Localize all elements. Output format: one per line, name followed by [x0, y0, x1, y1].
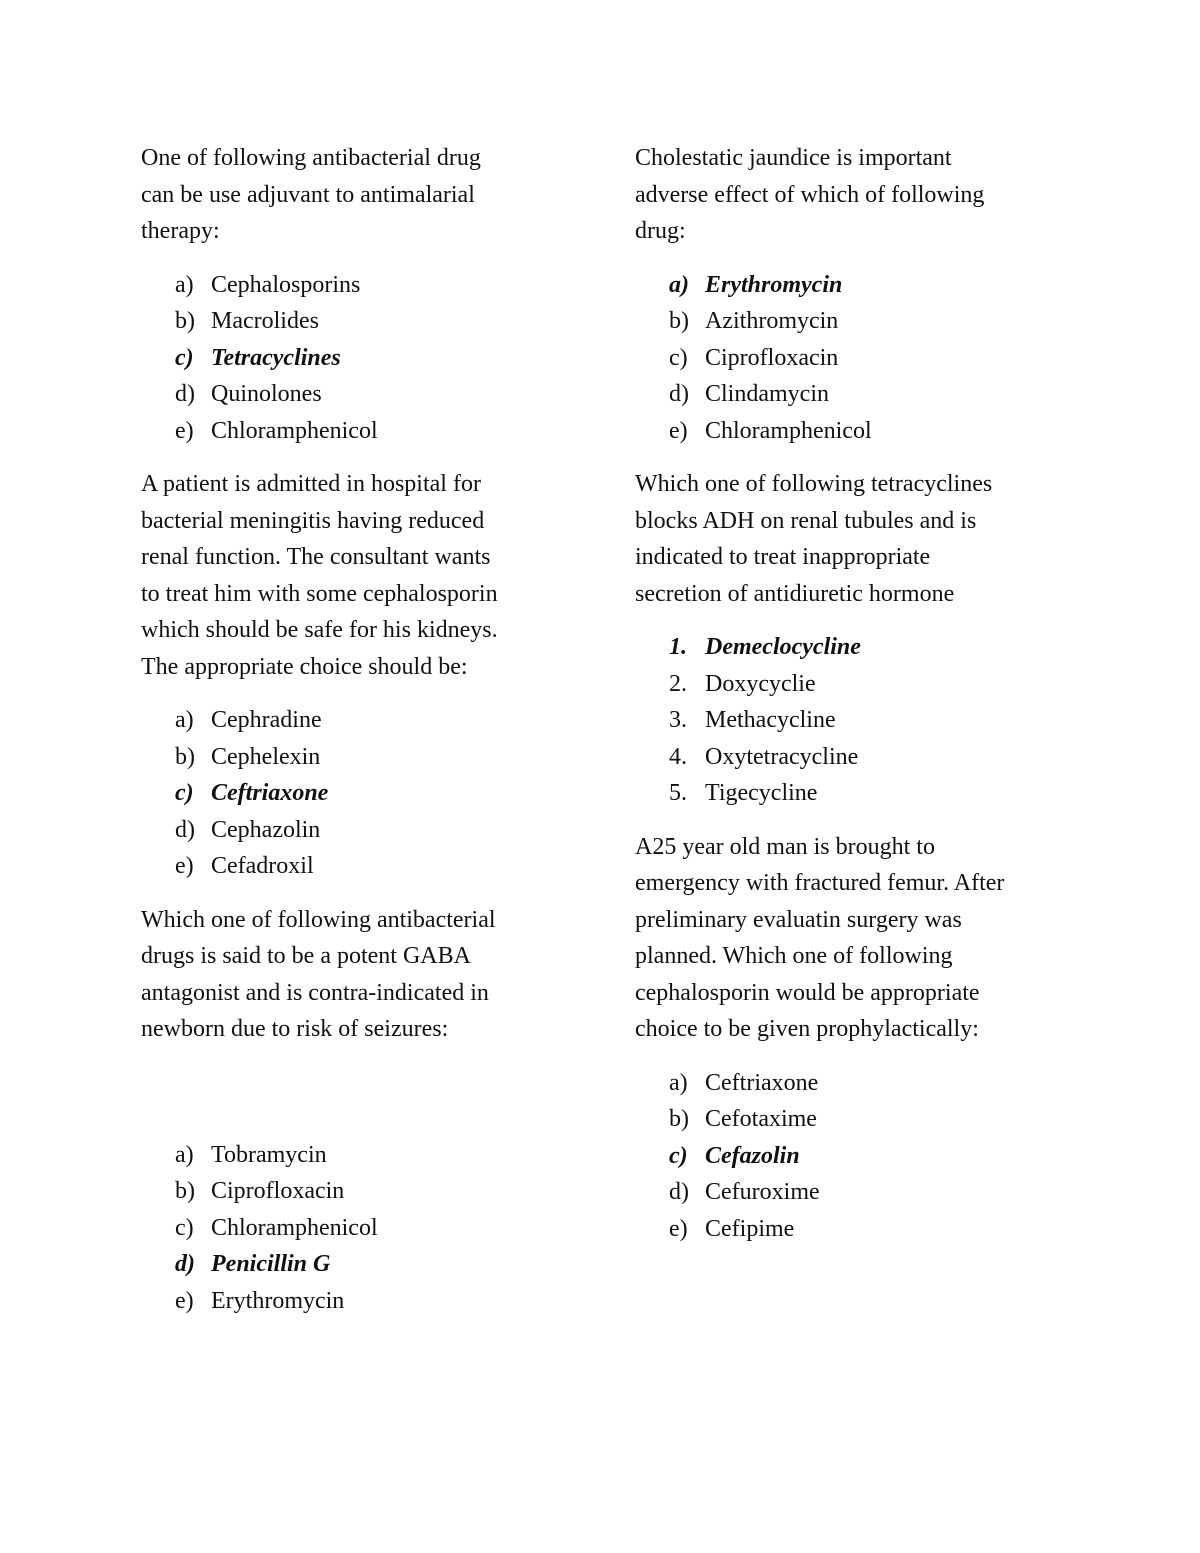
option-item [141, 1173, 581, 1210]
option-text: Ciprofloxacin [705, 344, 839, 371]
option-item-correct [141, 775, 581, 812]
question-text: Which one of following tetracyclines blocks ADH on renal tubules and is indicated to treat inappropriate secretion of antidiuretic hormone [635, 471, 993, 607]
right-column [635, 140, 1075, 1264]
option-item [141, 303, 581, 340]
option-list [635, 267, 1075, 450]
option-text: Clindamycin [705, 381, 829, 407]
option-text: Chloramphenicol [211, 417, 378, 444]
option-key: e) [175, 1287, 194, 1314]
option-text: Tetracyclines [211, 344, 341, 371]
option-key: 3. [669, 707, 687, 733]
option-item [141, 812, 581, 849]
option-key: e) [669, 1215, 688, 1242]
option-text: Tobramycin [211, 1141, 327, 1168]
option-list [141, 702, 581, 885]
option-item [141, 267, 581, 304]
option-key: d) [669, 1179, 689, 1205]
option-text: Cefipime [705, 1215, 795, 1242]
option-key: a) [669, 1069, 688, 1096]
option-item-correct [635, 267, 1075, 304]
option-item [635, 340, 1075, 377]
option-item [141, 702, 581, 739]
option-key: e) [669, 417, 688, 444]
option-text: Ceftriaxone [211, 780, 329, 806]
option-text: Demeclocycline [705, 634, 861, 660]
option-text: Chloramphenicol [705, 417, 872, 444]
option-item [141, 1283, 581, 1320]
option-item [635, 739, 1075, 776]
option-key: 1. [669, 634, 687, 660]
option-key: 4. [669, 743, 687, 770]
option-key: d) [175, 381, 195, 407]
option-key: a) [175, 1141, 194, 1168]
option-text: Erythromycin [211, 1287, 345, 1314]
option-key: c) [175, 780, 194, 806]
option-text: Ceftriaxone [705, 1069, 819, 1096]
option-list [635, 629, 1075, 812]
blank-gap [141, 1048, 581, 1120]
option-text: Cefazolin [705, 1142, 800, 1169]
option-item-correct [635, 1138, 1075, 1175]
option-text: Oxytetracycline [705, 743, 859, 770]
option-text: Cefotaxime [705, 1106, 817, 1132]
option-item [635, 1065, 1075, 1102]
option-text: Ciprofloxacin [211, 1178, 345, 1204]
option-item [635, 775, 1075, 812]
question-text: Which one of following antibacterial drugs is said to be a potent GABA antagonist and is contra-indicated in newborn due to risk of seizures: [141, 906, 496, 1042]
option-item [635, 1101, 1075, 1138]
option-key: d) [175, 1251, 195, 1277]
question-text: One of following antibacterial drug can be use adjuvant to antimalarial therapy: [141, 145, 481, 244]
option-key: e) [175, 417, 194, 444]
option-text: Cefuroxime [705, 1179, 820, 1205]
option-key: b) [175, 743, 195, 770]
option-key: c) [669, 1142, 688, 1169]
option-item [635, 376, 1075, 413]
option-text: Erythromycin [705, 271, 843, 298]
option-item [141, 376, 581, 413]
option-text: Methacycline [705, 707, 836, 733]
option-item [635, 1211, 1075, 1248]
option-item [141, 739, 581, 776]
option-text: Cephradine [211, 707, 322, 733]
option-item-correct [141, 1246, 581, 1283]
option-key: c) [175, 344, 194, 371]
option-item [635, 413, 1075, 450]
option-item [635, 702, 1075, 739]
option-text: Cephelexin [211, 743, 321, 770]
option-key: 5. [669, 780, 687, 806]
option-key: b) [669, 1106, 689, 1132]
option-key: e) [175, 853, 194, 879]
option-item-correct [635, 629, 1075, 666]
option-item [635, 666, 1075, 703]
option-key: 2. [669, 670, 687, 697]
option-text: Cephalosporins [211, 271, 361, 298]
option-text: Cephazolin [211, 816, 321, 843]
option-key: d) [669, 381, 689, 407]
option-key: a) [175, 707, 194, 733]
option-text: Cefadroxil [211, 853, 314, 879]
option-list [141, 1137, 581, 1320]
question-text: Cholestatic jaundice is important adverse effect of which of following drug: [635, 145, 985, 244]
question-text: A patient is admitted in hospital for bacterial meningitis having reduced renal function. The consultant wants to treat him with some cephalosporin which should be safe for his kidneys. The appropriate choice should be: [141, 471, 498, 680]
option-key: b) [175, 1178, 195, 1204]
question-text: A25 year old man is brought to emergency with fractured femur. After preliminary evaluatin surgery was planned. Which one of following cephalosporin would be appropriate choice to be given prophylactically: [635, 833, 1005, 1042]
option-list [635, 1065, 1075, 1248]
option-text: Quinolones [211, 381, 322, 407]
option-item [141, 413, 581, 450]
option-key: a) [175, 271, 194, 298]
left-column [141, 140, 581, 1336]
option-item [141, 848, 581, 885]
option-text: Doxycyclie [705, 670, 816, 697]
option-item [635, 303, 1075, 340]
option-text: Chloramphenicol [211, 1214, 378, 1241]
option-item [141, 1210, 581, 1247]
option-key: c) [669, 344, 688, 371]
option-item-correct [141, 340, 581, 377]
option-key: d) [175, 816, 195, 843]
option-key: b) [175, 308, 195, 334]
option-key: b) [669, 308, 689, 334]
option-text: Tigecycline [705, 780, 818, 806]
option-text: Azithromycin [705, 308, 839, 334]
option-list [141, 267, 581, 450]
option-key: c) [175, 1214, 194, 1241]
option-item [141, 1137, 581, 1174]
option-key: a) [669, 271, 689, 298]
option-item [635, 1174, 1075, 1211]
option-text: Penicillin G [211, 1251, 331, 1277]
option-text: Macrolides [211, 308, 319, 334]
